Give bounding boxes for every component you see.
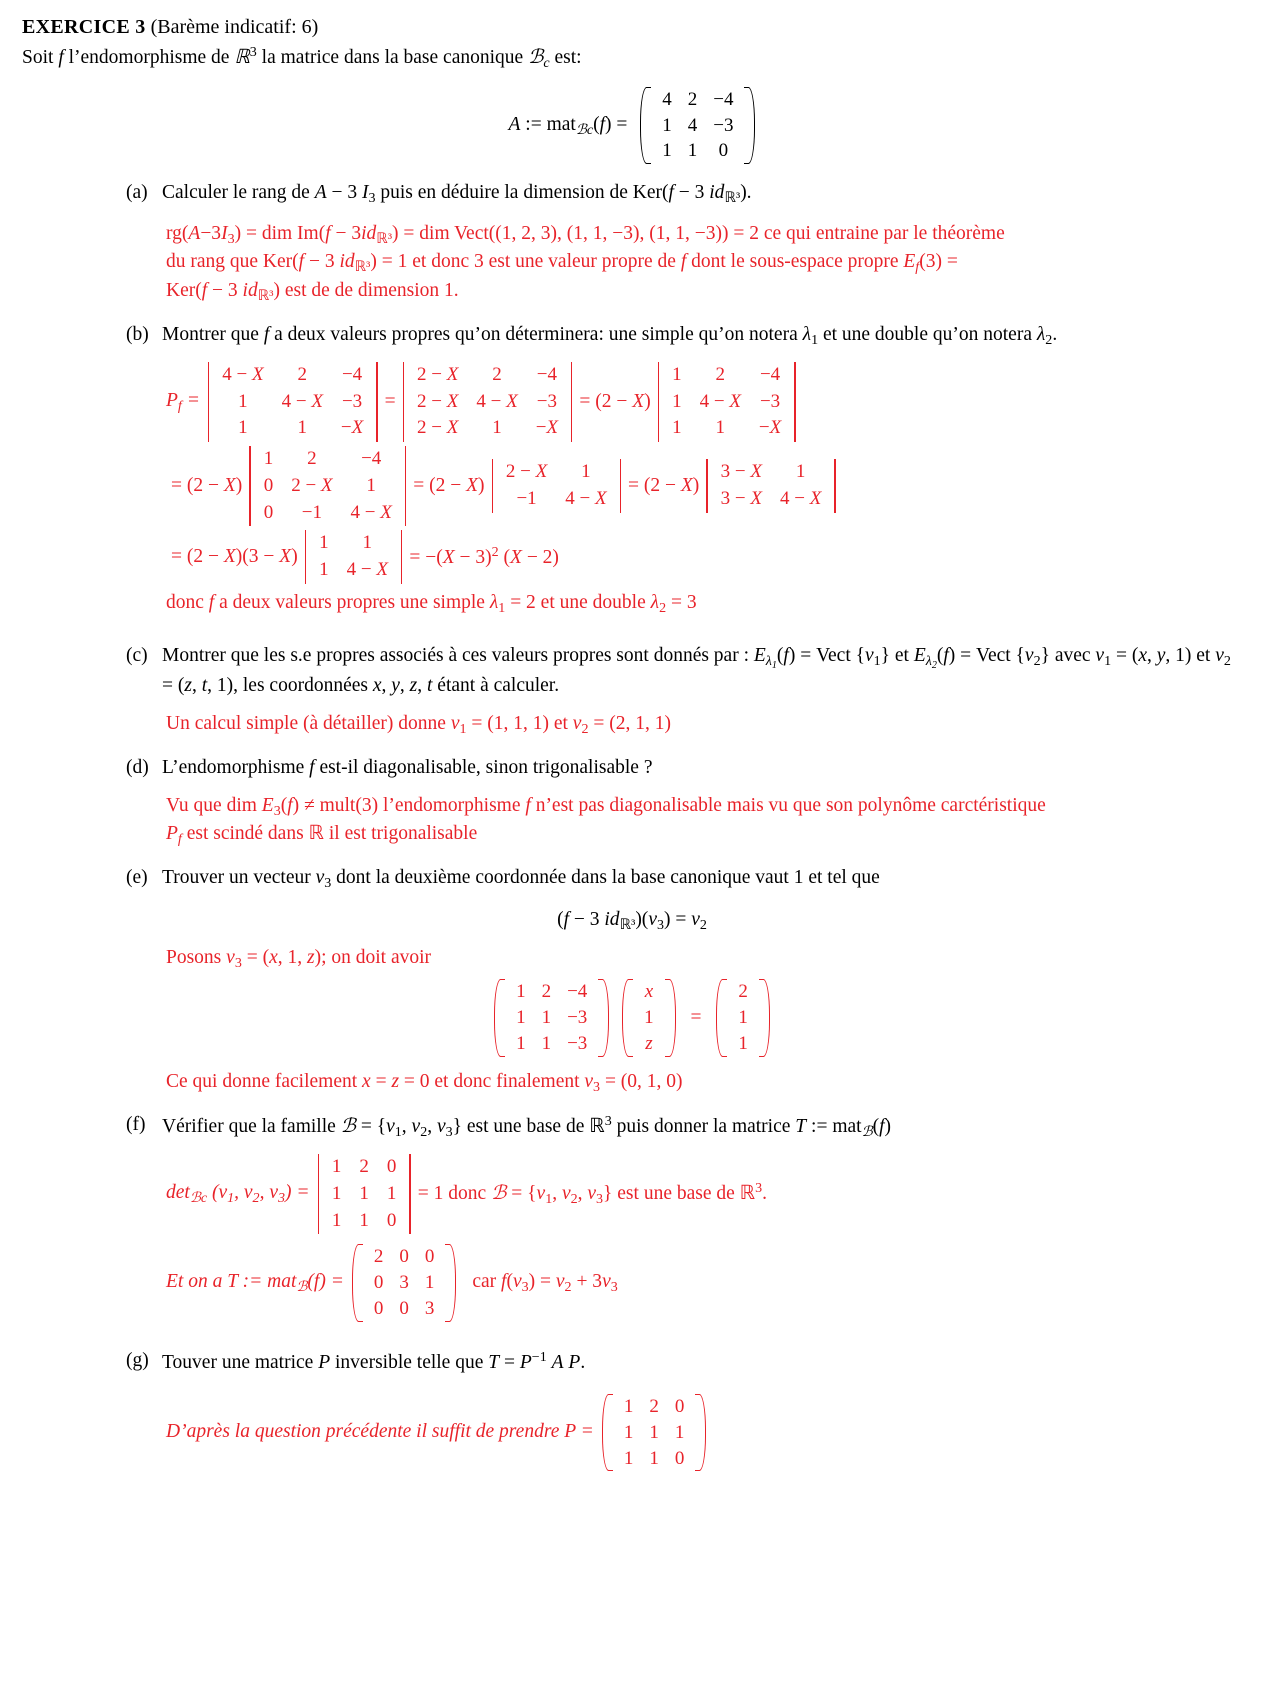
question-d-text: L’endomorphisme f est-il diagonalisable, sinon trigonalisable ? <box>162 757 653 779</box>
char-poly-computation <box>22 362 1242 617</box>
answer-f <box>22 1154 1242 1321</box>
question-e-text: Trouver un vecteur $v_3$ dont la deuxième coordonnée dans la base canonique vaut 1 et tel que <box>162 867 880 892</box>
answer-e-conclusion: Ce qui donne facilement x = z = 0 et donc finalement $v_3 = (0$, 1, 0) <box>166 1070 683 1095</box>
answer-e-intro: Posons $v_3 = (x$, 1, z); on doit avoir <box>166 947 432 972</box>
question-f <box>22 1112 1242 1142</box>
answer-d-line-2: $P_f$ est scindé dans ℝ il est trigonalisable <box>166 823 478 848</box>
matrix-A-display: A := mat$_{ℬc}$(f) = 4 2 −4 1 4 −3 1 1 0 <box>22 87 1242 164</box>
answer-c: Un calcul simple (à détailler) donne $v_1 = (1$, 1, 1) et $v_2 = (2$, 1, 1) <box>166 713 671 738</box>
question-d-label: (d) <box>126 757 149 779</box>
determinant-7: 1 1 1 4 − X <box>305 530 403 583</box>
question-a <box>22 180 1242 209</box>
determinant-4: 1 2 −4 0 2 − X 1 0 −1 4 − X <box>249 446 406 526</box>
determinant-2: 2 − X 2 −4 2 − X 4 − X −3 2 − X 1 −X <box>403 362 573 442</box>
answer-g <box>22 1394 1242 1471</box>
char-poly-line-1: $P_f$ = 4 − X 2 −4 1 4 − X −3 1 1 −X = 2 − X 2 −4 2 − X 4 − X −3 2 − X 1 −X = (2 − X) 1 2 −4 1 4 − X −3 1 1 −X <box>166 362 1242 442</box>
question-g <box>22 1348 1242 1376</box>
exercise-intro: Soit f l’endomorphisme de ℝ$^3$ la matrice dans la base canonique ℬ$_c$ est: <box>22 44 582 71</box>
question-b <box>22 322 1242 350</box>
question-b-label: (b) <box>126 324 149 346</box>
answer-d-line-1: Vu que dim $E_3(f)$ ≠ mult(3) l’endomorphisme f n’est pas diagonalisable mais vu que son polynôme carctéristique <box>166 795 1046 820</box>
answer-g-row: D’après la question précédente il suffit de prendre P = 1 2 0 1 1 1 1 1 0 <box>166 1394 1242 1471</box>
question-g-label: (g) <box>126 1349 149 1371</box>
answer-a-line-2: du rang que Ker(f − 3 $id_{ℝ^3}) = 1$ et donc 3 est une valeur propre de f dont le sous-espace propre $E_f(3)$ = <box>166 251 958 276</box>
question-f-text: Vérifier que la famille ℬ = {$v_1$, $v_2$, $v_3$} est une base de ℝ$^3$ puis donner la matrice T := mat$_ℬ$(f) <box>162 1113 892 1141</box>
matrix-P: 1 2 0 1 1 1 1 1 0 <box>602 1394 707 1471</box>
question-d <box>22 755 1242 781</box>
answer-a-line-1: $rg(A-3I_3)$ = dim $Im(f - 3id_{ℝ^3})$ = dim Vect((1, 2, 3), (1, 1, −3), (1, 1, −3)) = 2 ce qui entraine par le théorème <box>166 222 1005 247</box>
question-a-label: (a) <box>126 182 148 204</box>
question-f-label: (f) <box>126 1114 146 1136</box>
bareme: (Barème indicatif: 6) <box>150 16 319 38</box>
exercise-label: EXERCICE 3 <box>22 16 146 38</box>
question-b-text: Montrer que f a deux valeurs propres qu’on déterminera: une simple qu’on notera $\lambda_1$ et une double qu’on notera $\lambda_2$. <box>162 324 1058 349</box>
answer-f-det-row: $\det_{ℬc} (v_1$, $v_2$, $v_3$) = 1 2 0 1 1 1 1 1 0 = 1 donc ℬ = {$v_1$, $v_2$, $v_3$} est une base de ℝ$^3$. <box>166 1154 1242 1234</box>
question-c <box>22 643 1242 699</box>
char-poly-conclusion: donc f a deux valeurs propres une simple $\lambda_1 = 2$ et une double $\lambda_2 = 3$ <box>166 591 697 616</box>
question-c-label: (c) <box>126 645 148 667</box>
vector-e-unknown: x 1 z <box>622 979 676 1056</box>
determinant-basis: 1 2 0 1 1 1 1 1 0 <box>318 1154 411 1234</box>
exercise-heading <box>22 14 1242 41</box>
vector-e-rhs: 2 1 1 <box>716 979 770 1056</box>
question-e-label: (e) <box>126 867 148 889</box>
matrix-T: 2 0 0 0 3 1 0 0 3 <box>352 1244 457 1321</box>
char-poly-line-3: = (2 − X)(3 − X) 1 1 1 4 − X = $-(X - 3)^2$ (X − 2) <box>166 530 1242 583</box>
determinant-1: 4 − X 2 −4 1 4 − X −3 1 1 −X <box>208 362 378 442</box>
matrix-A: 4 2 −4 1 4 −3 1 1 0 <box>640 87 755 164</box>
determinant-6: 3 − X 1 3 − X 4 − X <box>706 459 835 512</box>
equation-e-matrices: 1 2 −4 1 1 −3 1 1 −3 x 1 z = 2 1 1 <box>22 979 1242 1056</box>
answer-a-line-3: Ker(f − 3 $id_{ℝ^3}$) est de de dimension 1. <box>166 279 459 304</box>
char-poly-line-2: = (2 − X) 1 2 −4 0 2 − X 1 0 −1 4 − X = (2 − X) 2 − X 1 −1 4 − X = (2 − X) 3 − X 1 3 − X 4 − X <box>166 446 1242 526</box>
answer-f-T-row: Et on a T := mat$_ℬ$(f) = 2 0 0 0 3 1 0 0 3 car $f(v_3) = v_2 + 3v_3$ <box>166 1244 1242 1321</box>
question-c-text: Montrer que les s.e propres associés à ces valeurs propres sont donnés par : $E_{\lambda_1}(f)$ = Vect $\{v_1\}$ et $E_{\lambda_2}(f)$ = Vect $\{v_2\}$ avec $v_1 = (x$, y, 1) et $v_2 = (z$, t, 1), les coordonnées x, y, z, t étant à calculer. <box>162 645 1231 696</box>
question-g-text: Touver une matrice P inversible telle que $T = P^{-1}$ A P. <box>162 1348 586 1373</box>
determinant-3: 1 2 −4 1 4 − X −3 1 1 −X <box>658 362 796 442</box>
answer-a <box>22 221 1242 307</box>
matrix-e-M: 1 2 −4 1 1 −3 1 1 −3 <box>494 979 609 1056</box>
question-a-text: Calculer le rang de A − 3 $I_3$ puis en déduire la dimension de Ker(f − 3 $id_{ℝ^3}$). <box>162 182 752 207</box>
equation-e: (f − 3 $id_{ℝ^3})(v_3) = v_2$ <box>557 908 707 933</box>
answer-d <box>22 793 1242 849</box>
question-e <box>22 865 1242 893</box>
determinant-5: 2 − X 1 −1 4 − X <box>492 459 621 512</box>
